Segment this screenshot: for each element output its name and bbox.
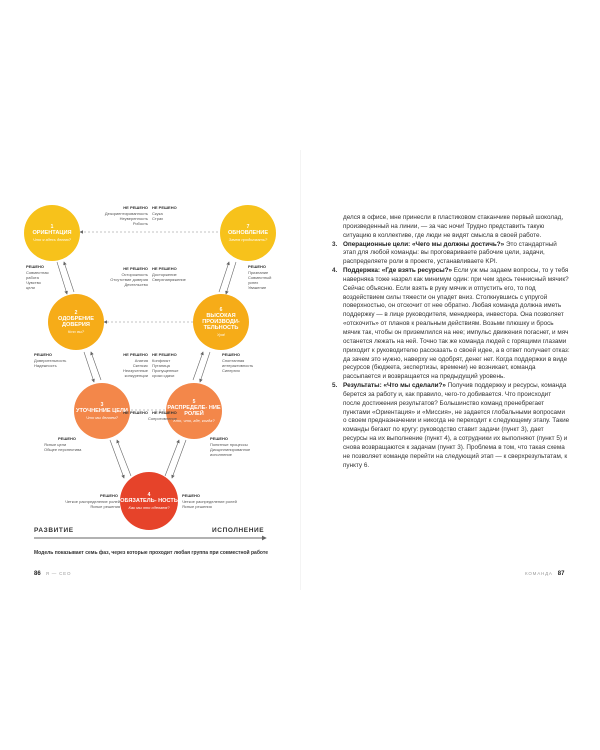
not-solved-label: НЕ РЕШЕНО (152, 266, 177, 271)
item-heading: Поддержка: «Где взять ресурсы?» (343, 267, 453, 275)
obstacle-list: Сопротивление (148, 416, 177, 421)
item-text: Это стандартный этап для любой команды: вы проговариваете рабочие цели, задачи, распределяете роли в проекте, устанавливаете KPI. (343, 240, 557, 266)
running-header: КОМАНДА (525, 571, 553, 576)
not-solved-label: НЕ РЕШЕНО (123, 266, 148, 271)
not-solved-label: НЕ РЕШЕНО (152, 410, 177, 415)
phase-title: УТОЧНЕНИЕ ЦЕЛИ (76, 407, 128, 414)
item-heading: Результаты: «Что мы сделали?» (343, 382, 446, 390)
phase-2-circle (48, 294, 104, 350)
solved-label: РЕШЕНО (182, 493, 201, 498)
solved-label: РЕШЕНО (34, 352, 53, 357)
item-heading: Операционные цели: «Чего мы должны достичь?» (343, 240, 505, 248)
arrow-icon (64, 262, 74, 292)
list-item (332, 267, 570, 382)
page-number: 86 (34, 571, 41, 577)
item-number: 3. (332, 240, 338, 248)
outcome-list: Понятные процессы Дисциплинированное исполнение (210, 442, 251, 457)
obstacle-list: Дезориентированность Неуверенность Робость (104, 211, 148, 226)
obstacle-list: Апатия Скепсис Неизученные конкуренции (123, 358, 148, 378)
phase-number: 1 (50, 223, 54, 230)
phase-title: ОБЯЗАТЕЛЬ- НОСТЬ (120, 497, 178, 504)
item-text: Получив поддержку и ресурсы, команда берется за работу и, как правило, чего-то добивается. Что происходит после достижения результатов? Большинство команд пренебрегает пунктами «Ориентация» и «Миссия», не задается глобальными вопросами о своем предназначении и никогда не переходит к следующему этапу. Такие команды бегают по кругу: руководство ставит задачи (пункт 3), дает ресурсы на их выполнение (пункт 4), а сотрудники их выполняют (пункт 5) и снова возвращаются к задачам (пункт 3). Проблема в том, что такая схема не позволяет команде перейти на следующий этап — к сверхрезультатам, к пункту 6. (343, 382, 570, 469)
arrow-icon (219, 262, 229, 292)
figure-caption: Модель показывает семь фаз, через которые проходит любая группа при совместной работе (34, 550, 269, 556)
phase-number: 6 (219, 306, 223, 313)
not-solved-label: НЕ РЕШЕНО (123, 410, 148, 415)
phase-title: РАСПРЕДЕЛЕ- НИЕ РОЛЕЙ (167, 404, 221, 417)
phase-question: Ура! (216, 332, 226, 338)
item-number: 4. (332, 267, 338, 275)
body-text (332, 214, 570, 470)
intro-paragraph: делся в офисе, мне принесли в пластиковом стаканчике первый шоколад, произведенный на линии, — за час ночи! Трудно представить такую ситуацию в коллективе, где люди не видят смысла в своей работе. (343, 214, 564, 239)
solved-label: РЕШЕНО (210, 436, 229, 441)
phase-number: 2 (74, 309, 78, 316)
axis-label-development: РАЗВИТИЕ (34, 527, 74, 534)
phase-question: Кто, что, где, когда? (173, 418, 215, 424)
arrow-icon (110, 440, 124, 478)
phase-title: ОБНОВЛЕНИЕ (227, 229, 269, 236)
phase-question: Кто вы? (67, 329, 85, 335)
outcome-list: Доверительность Надежность (34, 358, 67, 368)
page-number: 87 (557, 571, 565, 577)
outcome-list: Четкое распределение ролей Ясные решения (65, 499, 120, 509)
phase-question: Что мы делаем? (85, 415, 119, 421)
phase-number: 4 (147, 491, 151, 498)
outcome-list: Спонтанная интерактивность Синергия (222, 358, 254, 373)
left-folio (34, 571, 76, 577)
right-folio (520, 571, 564, 577)
item-text: Если уж мы задаем вопросы, то у тебя наверняка тоже назрел как минимум один: при чем здесь теннисный мячик? Сейчас объясню. Если взять в руку мячик и отпустить его, то под воздействием силы тяжести он упадет вниз. Столкнувшись с упругой поверхностью, он отскочит от нее обратно. Любая команда должна иметь поддержку — в лице руководителя, менеджера, инвестора. Она позволяет «отскочить» от планов к реальным действиям. Возьми плюшку и брось мячик так, чтобы он приземлился на нее; импульс движения погаснет, и мяч останется лежать на ней. Точно так же команда людей с горящими глазами приходит к руководителю рассказать о своей идее, а в ответ получает отказ: да зачем это нужно, наверху не одобрят, денег нет. Когда поддержки в виде ресурсов (бюджета, экспертизы, времени) не возникает, команда рассыпается и возвращается на предыдущий уровень. (343, 267, 570, 381)
outcome-list: Совместная работа Чувство цели (26, 270, 49, 290)
phase-number: 5 (192, 398, 196, 405)
arrow-icon (193, 352, 203, 380)
obstacle-list: Досторжение Сверхнапряжение (152, 272, 186, 282)
item-number: 5. (332, 382, 338, 390)
phase-question: Что я здесь делаю? (33, 237, 71, 243)
list-item (332, 241, 570, 268)
phase-7-circle (220, 205, 276, 261)
obstacle-list: Осторожность Отсутствие доверия Деятельство (110, 272, 148, 287)
phase-question: Как мы это сделаем? (128, 505, 170, 511)
phase-number: 7 (246, 223, 250, 230)
solved-label: РЕШЕНО (248, 264, 267, 269)
phase-question: Зачем продолжать? (228, 237, 268, 243)
phase-title: ВЫСОКАЯ ПРОИЗВОДИ- ТЕЛЬНОСТЬ (202, 312, 240, 332)
phase-title: ОДОБРЕНИЕ ДОВЕРИЯ (58, 315, 94, 328)
phase-4-circle (120, 472, 178, 530)
outcome-list: Четкое распределение ролей Ясные решения (182, 499, 237, 509)
not-solved-label: НЕ РЕШЕНО (123, 205, 148, 210)
arrow-icon (172, 440, 186, 478)
solved-label: РЕШЕНО (222, 352, 241, 357)
axis-label-execution: ИСПОЛНЕНИЕ (212, 527, 265, 534)
outcome-list: Ясные цели Общее перспектива (44, 442, 82, 452)
not-solved-label: НЕ РЕШЕНО (152, 205, 177, 210)
phase-1-circle (24, 205, 80, 261)
arrow-icon (117, 440, 131, 476)
list-item (332, 382, 570, 470)
outcome-list: Признание Совместный успех Уважение (248, 270, 272, 290)
not-solved-label: НЕ РЕШЕНО (123, 352, 148, 357)
obstacle-list: Конфликт Путаница Пропущенные сроки сдачи (152, 358, 179, 378)
phase-title: ОРИЕНТАЦИЯ (32, 229, 72, 236)
phase-6-circle (193, 294, 249, 350)
running-header: Я — CEO (45, 571, 72, 576)
solved-label: РЕШЕНО (100, 493, 119, 498)
arrow-icon (165, 440, 179, 476)
solved-label: РЕШЕНО (58, 436, 77, 441)
team-development-diagram (0, 0, 300, 600)
not-solved-label: НЕ РЕШЕНО (152, 352, 177, 357)
book-gutter (300, 150, 301, 590)
solved-label: РЕШЕНО (26, 264, 45, 269)
obstacle-list: Скука Страх (152, 211, 164, 221)
phase-number: 3 (100, 401, 104, 408)
